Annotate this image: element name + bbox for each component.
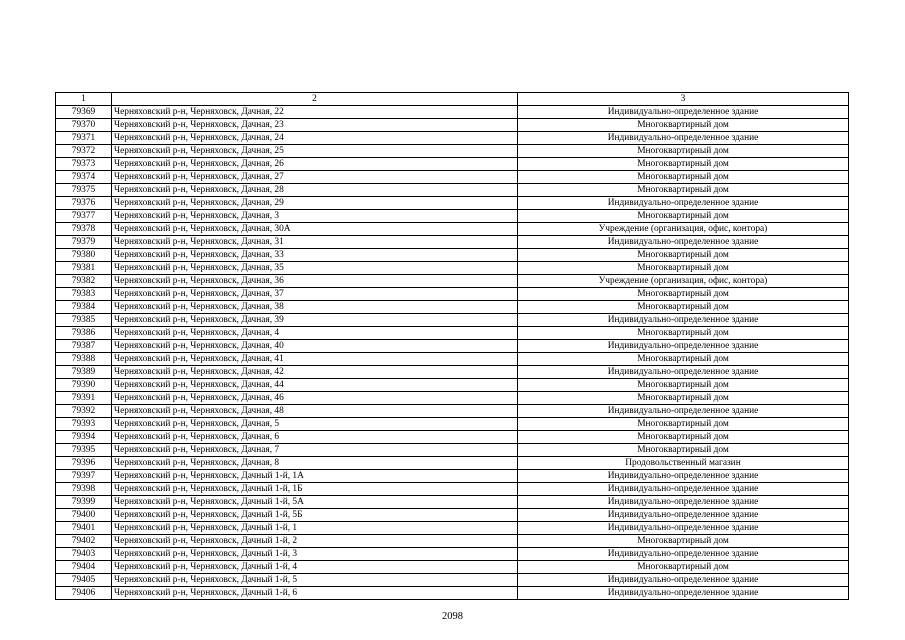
row-address-cell: Черняховский р-н, Черняховск, Дачная, 42 — [112, 366, 518, 379]
table-row — [56, 184, 849, 197]
table-row — [56, 340, 849, 353]
table-row — [56, 353, 849, 366]
table-row — [56, 301, 849, 314]
table-row — [56, 405, 849, 418]
table-row — [56, 106, 849, 119]
row-address-cell: Черняховский р-н, Черняховск, Дачная, 30А — [112, 223, 518, 236]
row-address-cell: Черняховский р-н, Черняховск, Дачная, 27 — [112, 171, 518, 184]
row-type-cell: Многоквартирный дом — [518, 262, 849, 275]
table-row — [56, 171, 849, 184]
row-number-cell: 79378 — [56, 223, 112, 236]
table-row — [56, 119, 849, 132]
row-address-cell: Черняховский р-н, Черняховск, Дачная, 24 — [112, 132, 518, 145]
row-number-cell: 79370 — [56, 119, 112, 132]
row-address-cell: Черняховский р-н, Черняховск, Дачная, 5 — [112, 418, 518, 431]
row-type-cell: Индивидуально-определенное здание — [518, 522, 849, 535]
row-address-cell: Черняховский р-н, Черняховск, Дачная, 4 — [112, 327, 518, 340]
row-type-cell: Многоквартирный дом — [518, 392, 849, 405]
row-number-cell: 79403 — [56, 548, 112, 561]
row-number-cell: 79375 — [56, 184, 112, 197]
row-address-cell: Черняховский р-н, Черняховск, Дачный 1-й, 5А — [112, 496, 518, 509]
row-type-cell: Многоквартирный дом — [518, 418, 849, 431]
header-cell-number: 1 — [56, 93, 112, 106]
row-address-cell: Черняховский р-н, Черняховск, Дачная, 26 — [112, 158, 518, 171]
row-address-cell: Черняховский р-н, Черняховск, Дачный 1-й, 3 — [112, 548, 518, 561]
table-row — [56, 145, 849, 158]
row-address-cell: Черняховский р-н, Черняховск, Дачная, 6 — [112, 431, 518, 444]
table-row — [56, 522, 849, 535]
table-body — [56, 106, 849, 600]
row-type-cell: Индивидуально-определенное здание — [518, 132, 849, 145]
row-address-cell: Черняховский р-н, Черняховск, Дачная, 37 — [112, 288, 518, 301]
row-type-cell: Продовольственный магазин — [518, 457, 849, 470]
row-number-cell: 79392 — [56, 405, 112, 418]
row-number-cell: 79387 — [56, 340, 112, 353]
row-address-cell: Черняховский р-н, Черняховск, Дачный 1-й, 5Б — [112, 509, 518, 522]
row-type-cell: Учреждение (организация, офис, контора) — [518, 223, 849, 236]
row-number-cell: 79371 — [56, 132, 112, 145]
table-row — [56, 275, 849, 288]
row-type-cell: Индивидуально-определенное здание — [518, 548, 849, 561]
row-address-cell: Черняховский р-н, Черняховск, Дачный 1-й, 2 — [112, 535, 518, 548]
table-row — [56, 223, 849, 236]
row-address-cell: Черняховский р-н, Черняховск, Дачный 1-й, 4 — [112, 561, 518, 574]
row-type-cell: Многоквартирный дом — [518, 171, 849, 184]
row-type-cell: Многоквартирный дом — [518, 561, 849, 574]
row-number-cell: 79382 — [56, 275, 112, 288]
table-row — [56, 587, 849, 600]
row-address-cell: Черняховский р-н, Черняховск, Дачная, 22 — [112, 106, 518, 119]
table-row — [56, 210, 849, 223]
page-number: 2098 — [442, 611, 463, 622]
row-number-cell: 79398 — [56, 483, 112, 496]
row-address-cell: Черняховский р-н, Черняховск, Дачная, 48 — [112, 405, 518, 418]
table-row — [56, 483, 849, 496]
row-type-cell: Многоквартирный дом — [518, 249, 849, 262]
table-row — [56, 236, 849, 249]
table-row — [56, 457, 849, 470]
row-type-cell: Индивидуально-определенное здание — [518, 483, 849, 496]
table-row — [56, 132, 849, 145]
row-type-cell: Многоквартирный дом — [518, 210, 849, 223]
table-row — [56, 314, 849, 327]
table-row — [56, 288, 849, 301]
row-type-cell: Многоквартирный дом — [518, 145, 849, 158]
table-row — [56, 444, 849, 457]
row-address-cell: Черняховский р-н, Черняховск, Дачная, 39 — [112, 314, 518, 327]
table-row — [56, 327, 849, 340]
row-number-cell: 79381 — [56, 262, 112, 275]
table-row — [56, 509, 849, 522]
row-address-cell: Черняховский р-н, Черняховск, Дачный 1-й, 1 — [112, 522, 518, 535]
row-type-cell: Многоквартирный дом — [518, 535, 849, 548]
row-number-cell: 79400 — [56, 509, 112, 522]
row-number-cell: 79388 — [56, 353, 112, 366]
row-address-cell: Черняховский р-н, Черняховск, Дачная, 3 — [112, 210, 518, 223]
table-row — [56, 561, 849, 574]
row-address-cell: Черняховский р-н, Черняховск, Дачная, 41 — [112, 353, 518, 366]
row-type-cell: Индивидуально-определенное здание — [518, 496, 849, 509]
row-number-cell: 79395 — [56, 444, 112, 457]
row-type-cell: Многоквартирный дом — [518, 327, 849, 340]
row-type-cell: Многоквартирный дом — [518, 379, 849, 392]
table-header-row — [56, 93, 849, 106]
row-type-cell: Учреждение (организация, офис, контора) — [518, 275, 849, 288]
row-number-cell: 79401 — [56, 522, 112, 535]
row-address-cell: Черняховский р-н, Черняховск, Дачная, 36 — [112, 275, 518, 288]
row-type-cell: Многоквартирный дом — [518, 184, 849, 197]
row-number-cell: 79379 — [56, 236, 112, 249]
row-type-cell: Индивидуально-определенное здание — [518, 197, 849, 210]
row-number-cell: 79377 — [56, 210, 112, 223]
row-number-cell: 79380 — [56, 249, 112, 262]
row-type-cell: Индивидуально-определенное здание — [518, 106, 849, 119]
row-type-cell: Индивидуально-определенное здание — [518, 587, 849, 600]
row-type-cell: Индивидуально-определенное здание — [518, 470, 849, 483]
row-number-cell: 79394 — [56, 431, 112, 444]
row-address-cell: Черняховский р-н, Черняховск, Дачная, 8 — [112, 457, 518, 470]
header-cell-address: 2 — [112, 93, 518, 106]
table-row — [56, 158, 849, 171]
row-address-cell: Черняховский р-н, Черняховск, Дачная, 23 — [112, 119, 518, 132]
table-row — [56, 392, 849, 405]
row-address-cell: Черняховский р-н, Черняховск, Дачная, 7 — [112, 444, 518, 457]
row-address-cell: Черняховский р-н, Черняховск, Дачная, 31 — [112, 236, 518, 249]
row-address-cell: Черняховский р-н, Черняховск, Дачная, 38 — [112, 301, 518, 314]
row-number-cell: 79384 — [56, 301, 112, 314]
row-type-cell: Многоквартирный дом — [518, 288, 849, 301]
row-number-cell: 79396 — [56, 457, 112, 470]
row-type-cell: Многоквартирный дом — [518, 119, 849, 132]
row-address-cell: Черняховский р-н, Черняховск, Дачная, 25 — [112, 145, 518, 158]
table-row — [56, 197, 849, 210]
row-number-cell: 79372 — [56, 145, 112, 158]
header-cell-type: 3 — [518, 93, 849, 106]
row-address-cell: Черняховский р-н, Черняховск, Дачная, 35 — [112, 262, 518, 275]
row-address-cell: Черняховский р-н, Черняховск, Дачная, 40 — [112, 340, 518, 353]
row-type-cell: Многоквартирный дом — [518, 301, 849, 314]
row-number-cell: 79399 — [56, 496, 112, 509]
row-number-cell: 79406 — [56, 587, 112, 600]
table-row — [56, 574, 849, 587]
row-number-cell: 79369 — [56, 106, 112, 119]
table-row — [56, 548, 849, 561]
table-row — [56, 249, 849, 262]
row-number-cell: 79391 — [56, 392, 112, 405]
row-type-cell: Многоквартирный дом — [518, 158, 849, 171]
row-address-cell: Черняховский р-н, Черняховск, Дачный 1-й, 6 — [112, 587, 518, 600]
table-row — [56, 496, 849, 509]
table-row — [56, 262, 849, 275]
row-address-cell: Черняховский р-н, Черняховск, Дачная, 28 — [112, 184, 518, 197]
row-type-cell: Индивидуально-определенное здание — [518, 574, 849, 587]
table-row — [56, 379, 849, 392]
row-address-cell: Черняховский р-н, Черняховск, Дачная, 44 — [112, 379, 518, 392]
row-address-cell: Черняховский р-н, Черняховск, Дачная, 29 — [112, 197, 518, 210]
row-type-cell: Многоквартирный дом — [518, 353, 849, 366]
row-type-cell: Многоквартирный дом — [518, 444, 849, 457]
table-row — [56, 366, 849, 379]
row-number-cell: 79389 — [56, 366, 112, 379]
row-number-cell: 79374 — [56, 171, 112, 184]
table-row — [56, 470, 849, 483]
row-type-cell: Индивидуально-определенное здание — [518, 366, 849, 379]
row-number-cell: 79405 — [56, 574, 112, 587]
row-type-cell: Индивидуально-определенное здание — [518, 509, 849, 522]
row-number-cell: 79404 — [56, 561, 112, 574]
row-number-cell: 79397 — [56, 470, 112, 483]
row-type-cell: Индивидуально-определенное здание — [518, 405, 849, 418]
row-type-cell: Индивидуально-определенное здание — [518, 236, 849, 249]
row-address-cell: Черняховский р-н, Черняховск, Дачный 1-й, 5 — [112, 574, 518, 587]
row-address-cell: Черняховский р-н, Черняховск, Дачный 1-й, 1Б — [112, 483, 518, 496]
row-number-cell: 79402 — [56, 535, 112, 548]
row-number-cell: 79385 — [56, 314, 112, 327]
table-row — [56, 418, 849, 431]
row-number-cell: 79383 — [56, 288, 112, 301]
table-row — [56, 431, 849, 444]
table-row — [56, 535, 849, 548]
row-address-cell: Черняховский р-н, Черняховск, Дачная, 46 — [112, 392, 518, 405]
row-number-cell: 79373 — [56, 158, 112, 171]
row-number-cell: 79386 — [56, 327, 112, 340]
row-type-cell: Многоквартирный дом — [518, 431, 849, 444]
row-type-cell: Индивидуально-определенное здание — [518, 314, 849, 327]
registry-table — [55, 92, 849, 600]
row-address-cell: Черняховский р-н, Черняховск, Дачный 1-й, 1А — [112, 470, 518, 483]
row-number-cell: 79390 — [56, 379, 112, 392]
row-type-cell: Индивидуально-определенное здание — [518, 340, 849, 353]
row-number-cell: 79376 — [56, 197, 112, 210]
row-address-cell: Черняховский р-н, Черняховск, Дачная, 33 — [112, 249, 518, 262]
row-number-cell: 79393 — [56, 418, 112, 431]
